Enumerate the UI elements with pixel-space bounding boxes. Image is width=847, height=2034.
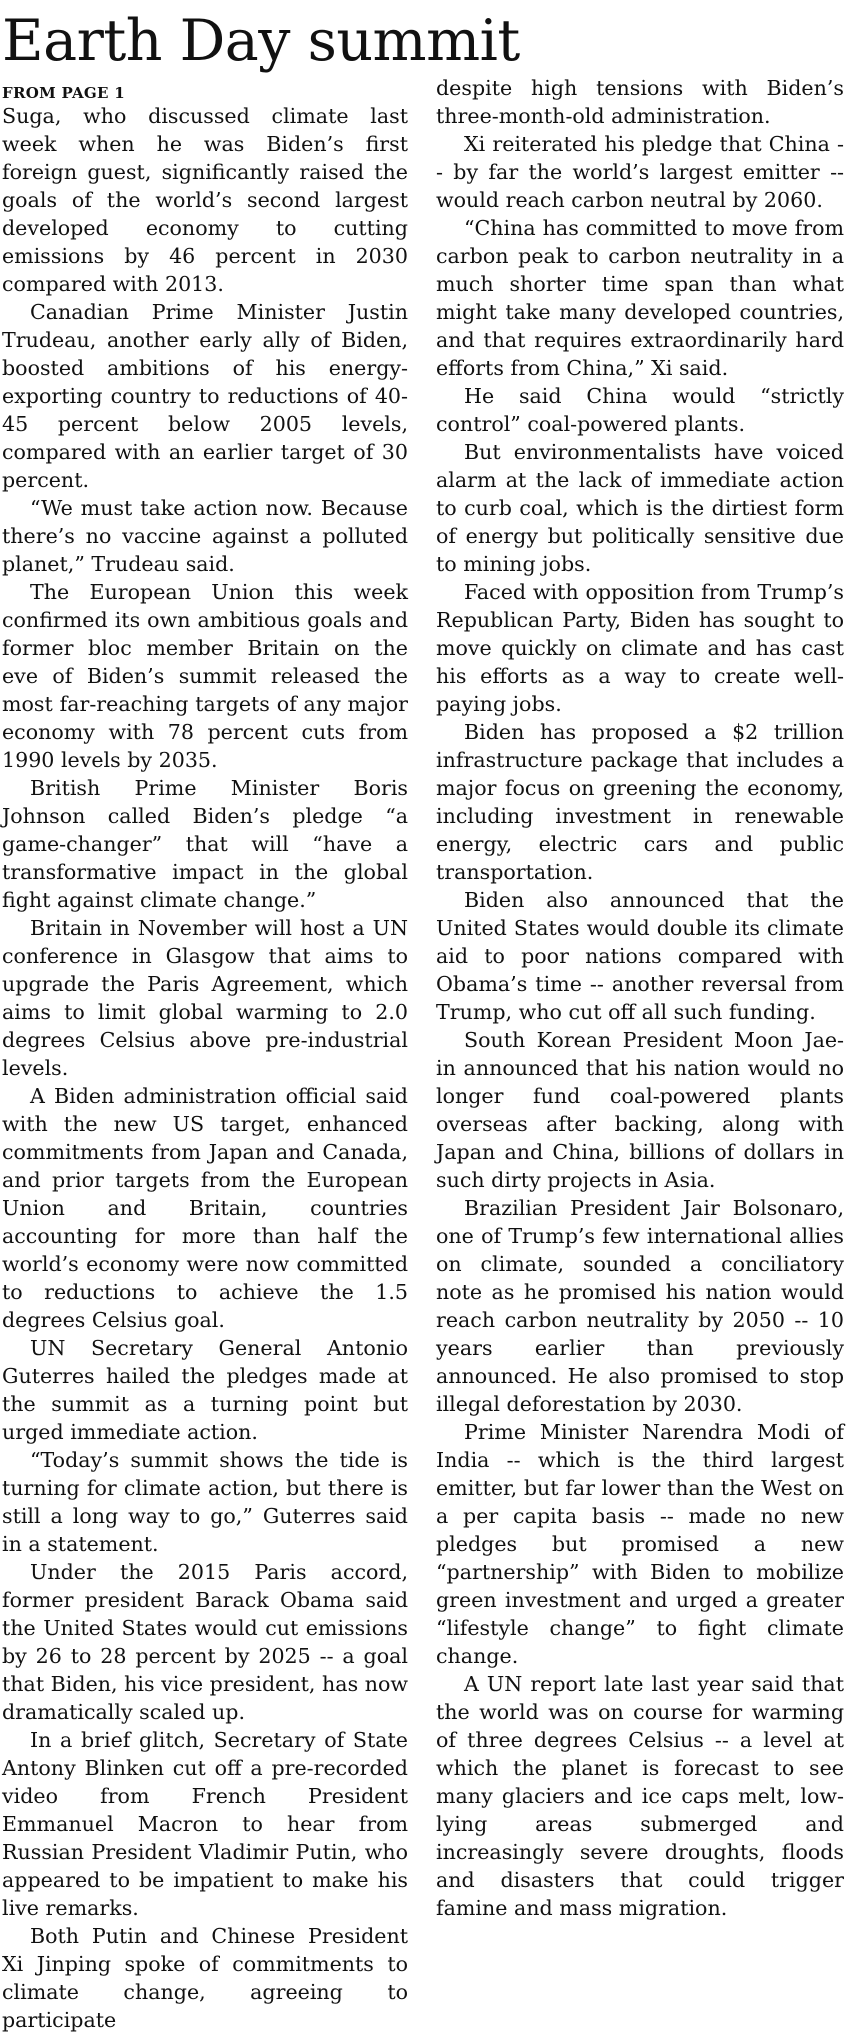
paragraph: UN Secretary General Antonio Guterres hailed the pledges made at the summit as a turning point but urged immediate action. xyxy=(2,1336,408,1444)
paragraph: Suga, who discussed climate last week when he was Biden’s first foreign guest, significantly raised the goals of the world’s second largest developed economy to cutting emissions by 46 percent in 2030 compared with 2013. xyxy=(2,104,408,296)
paragraph: South Korean President Moon Jae-in announced that his nation would no longer fund coal-powered plants overseas after backing, along with Japan and China, billions of dollars in such dirty projects in Asia. xyxy=(436,1028,844,1192)
paragraph: Faced with opposition from Trump’s Republican Party, Biden has sought to move quickly on climate and has cast his efforts as a way to create well-paying jobs. xyxy=(436,580,844,716)
paragraph: Brazilian President Jair Bolsonaro, one of Trump’s few international allies on climate, sounded a conciliatory note as he promised his nation would reach carbon neutrality by 2050 -- 10 years earlier than previously announced. He also promised to stop illegal deforestation by 2030. xyxy=(436,1196,844,1416)
paragraph: He said China would “strictly control” coal-powered plants. xyxy=(436,384,844,436)
paragraph: Britain in November will host a UN conference in Glasgow that aims to upgrade the Paris Agreement, which aims to limit global warming to 2.0 degrees Celsius above pre-industrial levels. xyxy=(2,916,408,1080)
kicker-from-page: FROM PAGE 1 xyxy=(2,84,126,102)
paragraph: But environmentalists have voiced alarm at the lack of immediate action to curb coal, which is the dirtiest form of energy but politically sensitive due to mining jobs. xyxy=(436,440,844,576)
paragraph: Canadian Prime Minister Justin Trudeau, another early ally of Biden, boosted ambitions of his energy-exporting country to reductions of 40-45 percent below 2005 levels, compared with an earlier target of 30 percent. xyxy=(2,300,408,492)
paragraph: Prime Minister Narendra Modi of India -- which is the third largest emitter, but far lower than the West on a per capita basis -- made no new pledges but promised a new “partnership” with Biden to mobilize green investment and urged a greater “lifestyle change” to fight climate change. xyxy=(436,1420,844,1668)
headline: Earth Day summit xyxy=(2,8,520,74)
paragraph: In a brief glitch, Secretary of State Antony Blinken cut off a pre-recorded video from French President Emmanuel Macron to hear from Russian President Vladimir Putin, who appeared to be impatient to make his live remarks. xyxy=(2,1728,408,1920)
paragraph: Biden has proposed a $2 trillion infrastructure package that includes a major focus on greening the economy, including investment in renewable energy, electric cars and public transportation. xyxy=(436,720,844,884)
paragraph: “Today’s summit shows the tide is turning for climate action, but there is still a long way to go,” Guterres said in a statement. xyxy=(2,1448,408,1556)
paragraph: A Biden administration official said with the new US target, enhanced commitments from Japan and Canada, and prior targets from the European Union and Britain, countries accounting for more than half the world’s economy were now committed to reductions to achieve the 1.5 degrees Celsius goal. xyxy=(2,1084,408,1332)
paragraph: The European Union this week confirmed its own ambitious goals and former bloc member Britain on the eve of Biden’s summit released the most far-reaching targets of any major economy with 78 percent cuts from 1990 levels by 2035. xyxy=(2,580,408,772)
paragraph: A UN report late last year said that the world was on course for warming of three degrees Celsius -- a level at which the planet is forecast to see many glaciers and ice caps melt, low-lying areas submerged and increasingly severe droughts, floods and disasters that could trigger famine and mass migration. xyxy=(436,1672,844,1920)
paragraph: despite high tensions with Biden’s three-month-old administration. xyxy=(436,76,844,128)
paragraph: “We must take action now. Because there’s no vaccine against a polluted planet,” Trudeau said. xyxy=(2,496,408,576)
article-column-left xyxy=(2,102,408,2034)
paragraph: Xi reiterated his pledge that China -- by far the world’s largest emitter -- would reach carbon neutral by 2060. xyxy=(436,132,844,212)
article-column-right xyxy=(436,74,844,1922)
paragraph: British Prime Minister Boris Johnson called Biden’s pledge “a game-changer” that will “have a transformative impact in the global fight against climate change.” xyxy=(2,776,408,912)
paragraph: Biden also announced that the United States would double its climate aid to poor nations compared with Obama’s time -- another reversal from Trump, who cut off all such funding. xyxy=(436,888,844,1024)
paragraph: “China has committed to move from carbon peak to carbon neutrality in a much shorter time span than what might take many developed countries, and that requires extraordinarily hard efforts from China,” Xi said. xyxy=(436,216,844,380)
paragraph: Both Putin and Chinese President Xi Jinping spoke of commitments to climate change, agreeing to participate xyxy=(2,1924,408,2032)
paragraph: Under the 2015 Paris accord, former president Barack Obama said the United States would cut emissions by 26 to 28 percent by 2025 -- a goal that Biden, his vice president, has now dramatically scaled up. xyxy=(2,1560,408,1724)
